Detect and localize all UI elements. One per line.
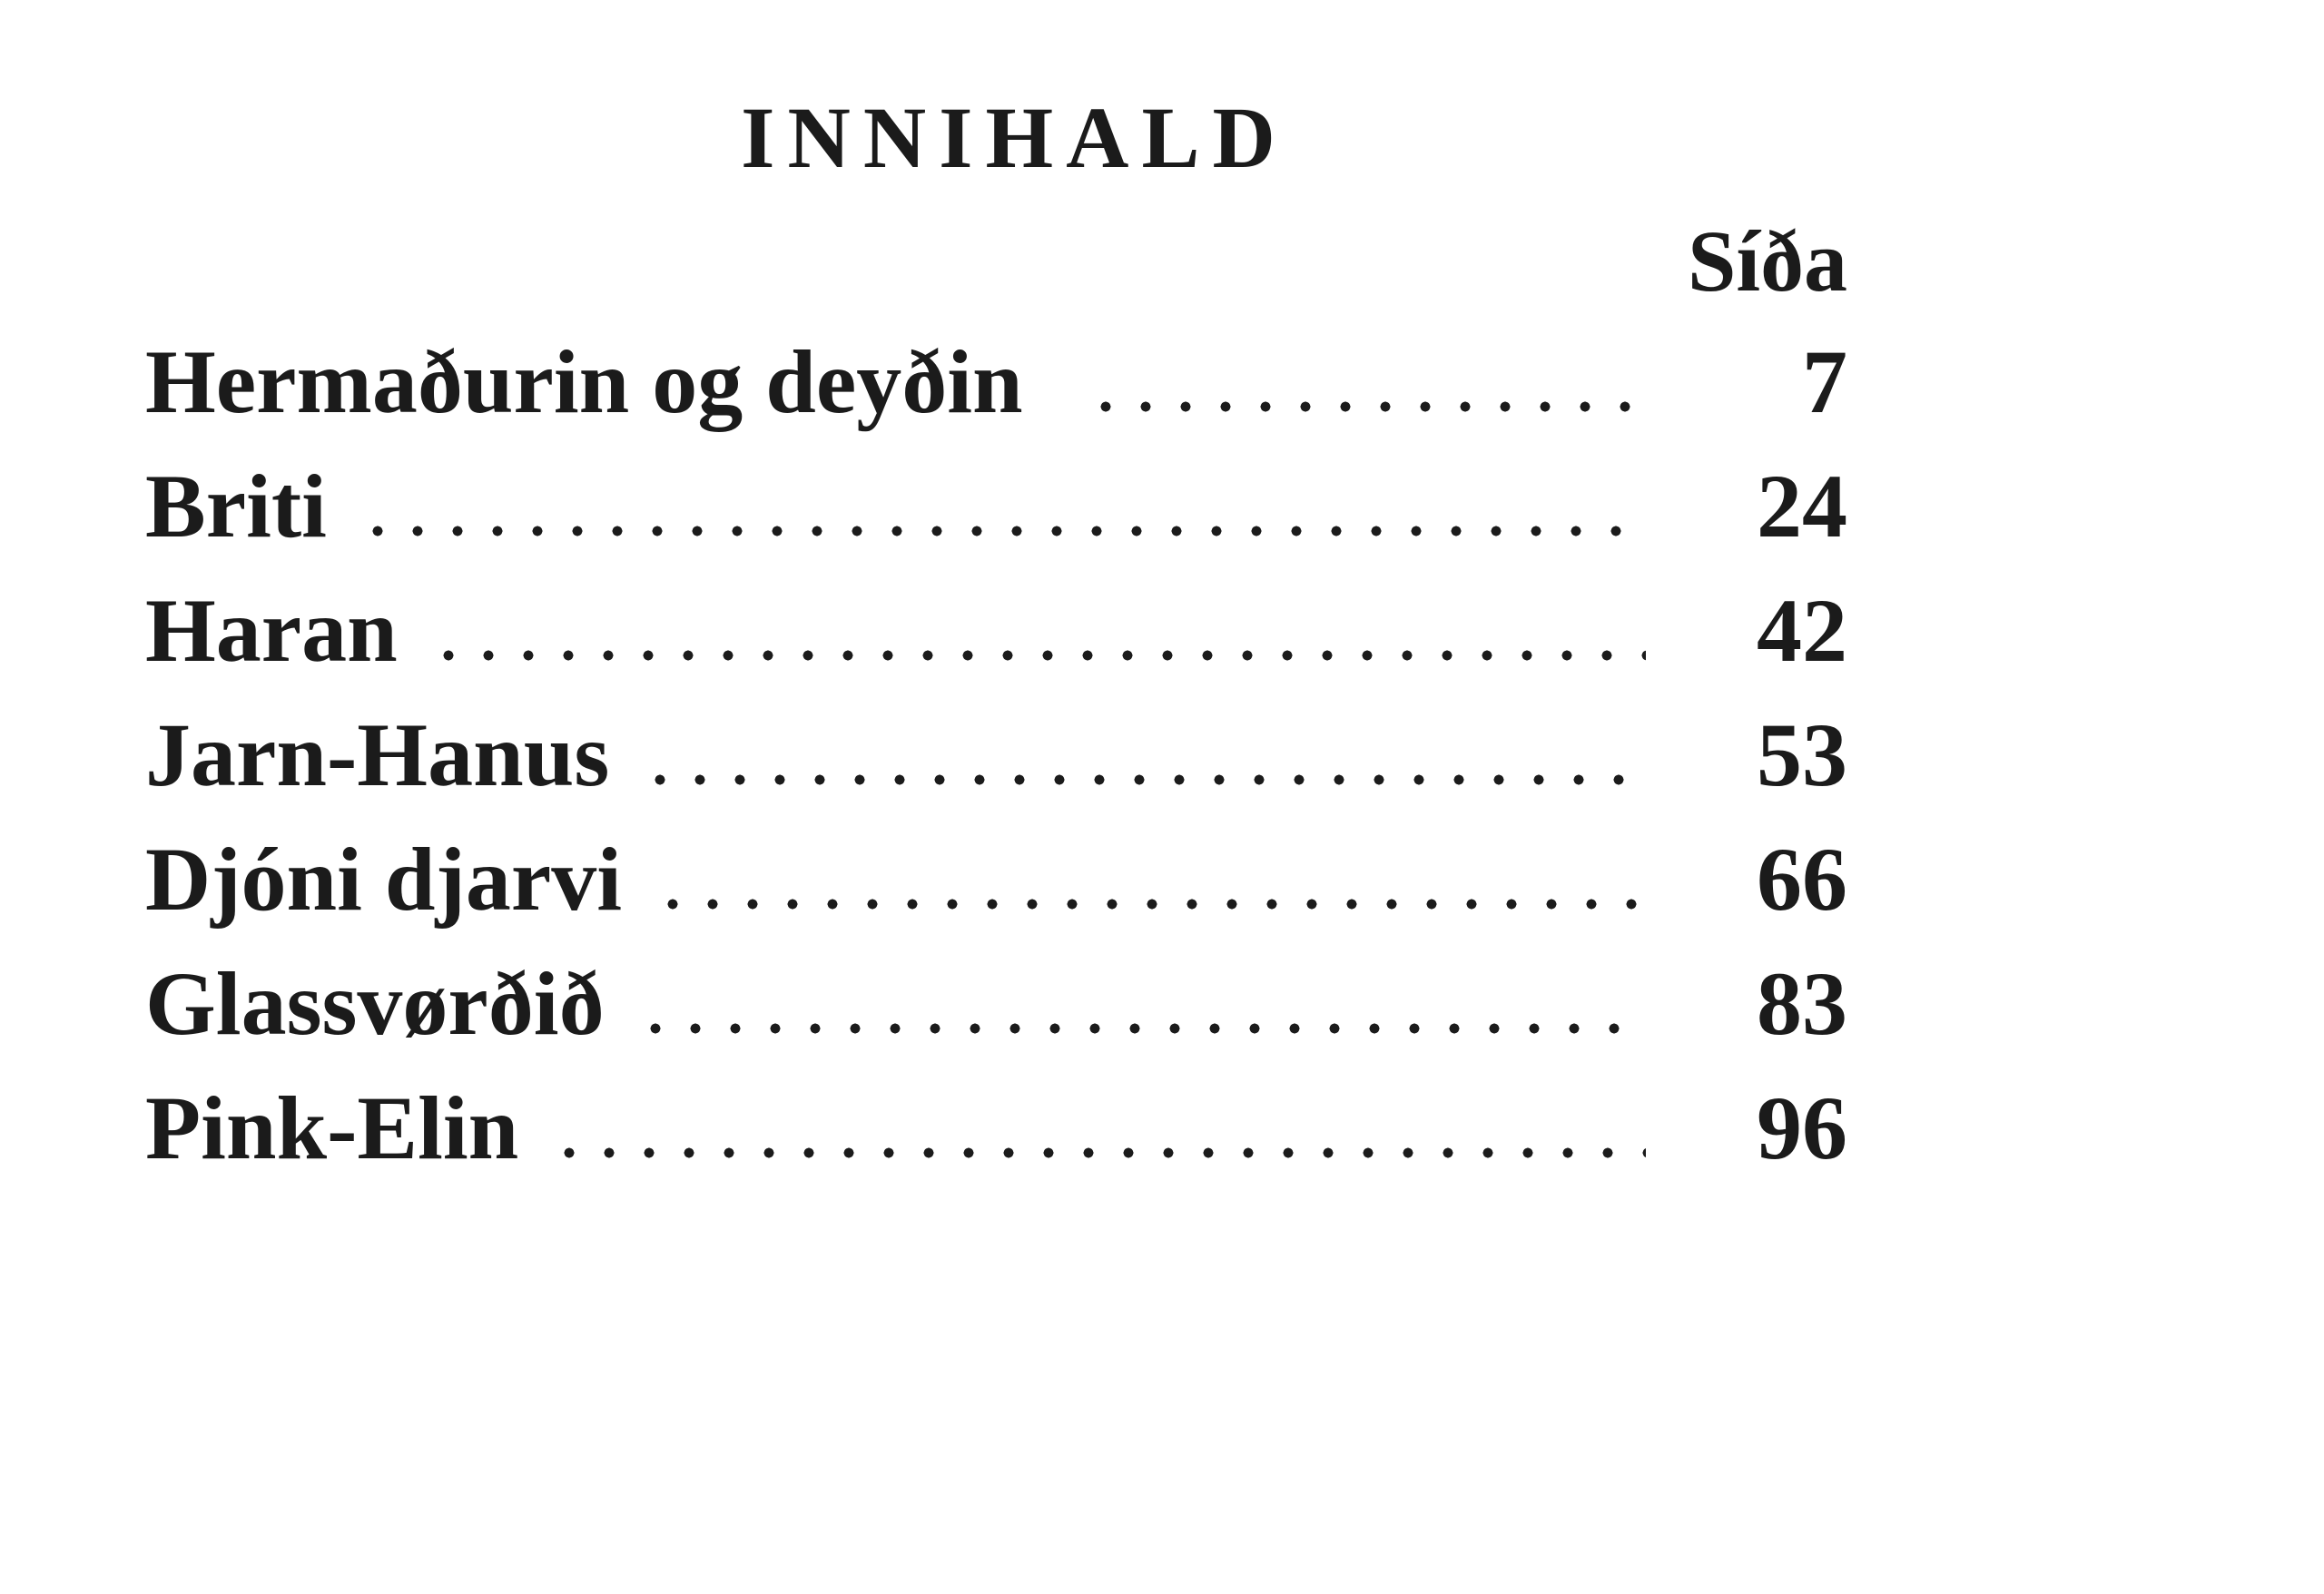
toc-entry-row <box>145 704 1847 812</box>
toc-entry-title: Hermaðurin og deyðin <box>145 331 1023 432</box>
toc-entry-row <box>145 456 1847 563</box>
toc-entry-page-number: 42 <box>1757 580 1847 681</box>
dot-leader <box>438 650 1646 661</box>
toc-entry-row <box>145 1077 1847 1185</box>
toc-entry-title: Glassvørðið <box>145 953 605 1054</box>
toc-entry-page-number: 53 <box>1757 704 1847 805</box>
dot-leader <box>368 526 1646 536</box>
toc-entry-page-number: 83 <box>1757 953 1847 1054</box>
dot-leader <box>559 1147 1646 1158</box>
toc-entry-row <box>145 331 1847 438</box>
page-title: INNIHALD <box>741 89 1288 186</box>
toc-entry-title: Haran <box>145 580 398 681</box>
dot-leader <box>645 1023 1646 1034</box>
toc-entry-page-number: 96 <box>1757 1077 1847 1178</box>
toc-entry-title: Djóni djarvi <box>145 829 622 930</box>
dot-leader <box>1096 401 1646 412</box>
toc-entry-title: Jarn-Hanus <box>145 704 610 805</box>
toc-entry-page-number: 24 <box>1757 456 1847 556</box>
dot-leader <box>650 774 1646 785</box>
page-number-column-header: Síða <box>1687 212 1847 310</box>
page-title-row <box>145 89 1847 186</box>
toc-entry-row <box>145 953 1847 1060</box>
toc-entry-page-number: 66 <box>1757 829 1847 930</box>
dot-leader <box>663 899 1646 910</box>
toc-entry-title: Briti <box>145 456 327 556</box>
toc-entry-row <box>145 829 1847 936</box>
toc-entry-page-number: 7 <box>1802 331 1847 432</box>
toc-entry-row <box>145 580 1847 687</box>
toc-entry-title: Pink-Elin <box>145 1077 519 1178</box>
